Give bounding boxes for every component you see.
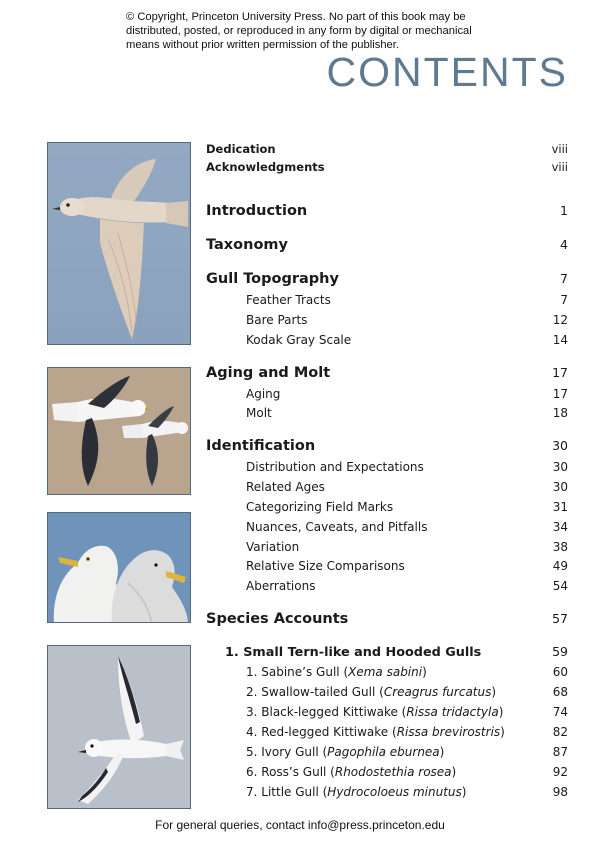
toc-page-number: 30 [552, 480, 568, 494]
toc-page-number: 92 [552, 765, 568, 779]
toc-subentry[interactable] [206, 520, 568, 534]
gull-flight-illustration [48, 143, 191, 345]
common-name: 3. Black-legged Kittiwake ( [246, 705, 407, 719]
paren-close: ) [491, 685, 497, 699]
toc-entry-identification[interactable] [206, 438, 568, 454]
scientific-name: Hydrocoloeus minutus [327, 785, 462, 799]
toc-entry-gull-topography[interactable] [206, 271, 568, 287]
toc-subentry[interactable] [206, 387, 568, 401]
toc-subentry[interactable] [206, 559, 568, 573]
common-name: 7. Little Gull ( [246, 785, 328, 799]
toc-label [246, 745, 444, 759]
toc-page-number: 30 [552, 438, 568, 453]
toc-subentry[interactable] [206, 313, 568, 327]
toc-page-number: 98 [552, 785, 568, 799]
toc-subentry[interactable] [206, 293, 568, 307]
toc-label: Taxonomy [206, 237, 288, 253]
toc-subentry[interactable] [206, 406, 568, 420]
toc-page-number: 59 [552, 644, 568, 659]
copyright-line: means without prior written permission of the publisher. [126, 39, 399, 51]
toc-page-number: 1 [560, 203, 568, 218]
toc-species-entry[interactable] [206, 785, 568, 799]
toc-page-number: 49 [552, 559, 568, 573]
toc-label: Species Accounts [206, 611, 349, 627]
toc-entry-species-accounts[interactable] [206, 611, 568, 627]
scientific-name: Creagrus furcatus [383, 685, 492, 699]
toc-page-number: 82 [552, 725, 568, 739]
toc-label: Related Ages [246, 480, 325, 494]
gull-heads-photo [47, 512, 191, 623]
toc-label: 1. Small Tern-like and Hooded Gulls [225, 645, 482, 660]
toc-label [246, 665, 427, 679]
kittiwake-illustration [48, 646, 191, 809]
toc-page-number: 18 [552, 406, 568, 420]
toc-label: Feather Tracts [246, 293, 331, 307]
toc-label: Aging [246, 387, 281, 401]
common-name: 1. Sabine’s Gull ( [246, 665, 349, 679]
toc-entry-taxonomy[interactable] [206, 237, 568, 253]
paren-close: ) [461, 785, 467, 799]
toc-page-number: 7 [560, 271, 568, 286]
toc-species-entry[interactable] [206, 765, 568, 779]
common-name: 4. Red-legged Kittiwake ( [246, 725, 397, 739]
toc-label: Variation [246, 540, 300, 554]
toc-label: Identification [206, 438, 316, 454]
toc-page-number: 4 [560, 237, 568, 252]
toc-label: Acknowledgments [206, 160, 325, 174]
toc-page-number: 74 [552, 705, 568, 719]
toc-subentry[interactable] [206, 480, 568, 494]
toc-page-number: 57 [552, 611, 568, 626]
toc-label: Aberrations [246, 579, 316, 593]
scientific-name: Xema sabini [348, 665, 423, 679]
toc-label: Nuances, Caveats, and Pitfalls [246, 520, 428, 534]
copyright-line: distributed, posted, or reproduced in any form by digital or mechanical [126, 25, 472, 37]
toc-page-number: 34 [552, 520, 568, 534]
scientific-name: Rissa brevirostris [396, 725, 501, 739]
paren-close: ) [422, 665, 427, 679]
toc-page-number: viii [551, 142, 568, 156]
toc-page-number: 14 [552, 333, 568, 347]
toc-subentry[interactable] [206, 460, 568, 474]
gulls-pair-photo [47, 367, 191, 495]
toc-page-number: 30 [552, 460, 568, 474]
toc-page-number: 38 [552, 540, 568, 554]
toc-subentry[interactable] [206, 333, 568, 347]
common-name: 6. Ross’s Gull ( [246, 765, 335, 779]
toc-label: Bare Parts [246, 313, 308, 327]
toc-page-number: 87 [552, 745, 568, 759]
common-name: 2. Swallow-tailed Gull ( [246, 685, 384, 699]
toc-page-number: 31 [552, 500, 568, 514]
paren-close: ) [500, 725, 505, 739]
toc-subentry[interactable] [206, 540, 568, 554]
toc-subentry[interactable] [206, 579, 568, 593]
toc-entry-dedication[interactable] [206, 142, 568, 156]
footer-contact: For general queries, contact info@press.princeton.edu [155, 818, 445, 832]
copyright-line: © Copyright, Princeton University Press. No part of this book may be [126, 11, 466, 23]
common-name: 5. Ivory Gull ( [246, 745, 328, 759]
toc-label [246, 725, 505, 739]
toc-page-number: 17 [552, 387, 568, 401]
toc-entry-acknowledgments[interactable] [206, 160, 568, 174]
toc-label: Dedication [206, 142, 276, 156]
gulls-pair-illustration [48, 368, 191, 495]
table-of-contents [206, 0, 568, 842]
toc-entry-introduction[interactable] [206, 203, 568, 219]
toc-page-number: viii [551, 160, 568, 174]
toc-page-number: 60 [552, 665, 568, 679]
toc-label: Kodak Gray Scale [246, 333, 352, 347]
gull-flight-photo [47, 142, 191, 345]
toc-label: Relative Size Comparisons [246, 559, 405, 573]
toc-species-entry[interactable] [206, 685, 568, 699]
scientific-name: Rissa tridactyla [406, 705, 499, 719]
toc-label: Introduction [206, 203, 308, 219]
toc-species-entry[interactable] [206, 725, 568, 739]
toc-label: Categorizing Field Marks [246, 500, 394, 514]
toc-label [246, 765, 456, 779]
gull-heads-illustration [48, 513, 191, 623]
toc-label: Aging and Molt [206, 365, 331, 381]
toc-label [246, 705, 503, 719]
toc-entry-aging-molt[interactable] [206, 365, 568, 381]
toc-page-number: 54 [552, 579, 568, 593]
toc-label: Gull Topography [206, 271, 339, 287]
toc-label: Distribution and Expectations [246, 460, 424, 474]
toc-page-number: 7 [560, 293, 568, 307]
scientific-name: Rhodostethia rosea [334, 765, 452, 779]
toc-species-entry[interactable] [206, 745, 568, 759]
paren-close: ) [439, 745, 445, 759]
kittiwake-photo [47, 645, 191, 809]
toc-page-number: 17 [552, 365, 568, 380]
scientific-name: Pagophila eburnea [327, 745, 440, 759]
toc-species-entry[interactable] [206, 705, 568, 719]
paren-close: ) [451, 765, 457, 779]
toc-page-number: 68 [552, 685, 568, 699]
toc-species-entry[interactable] [206, 665, 568, 679]
toc-label [246, 685, 496, 699]
toc-label [246, 785, 466, 799]
toc-entry-species-group[interactable] [206, 644, 568, 660]
toc-page-number: 12 [552, 313, 568, 327]
toc-label: Molt [246, 406, 272, 420]
page-title: CONTENTS [326, 49, 568, 95]
toc-subentry[interactable] [206, 500, 568, 514]
paren-close: ) [498, 705, 504, 719]
